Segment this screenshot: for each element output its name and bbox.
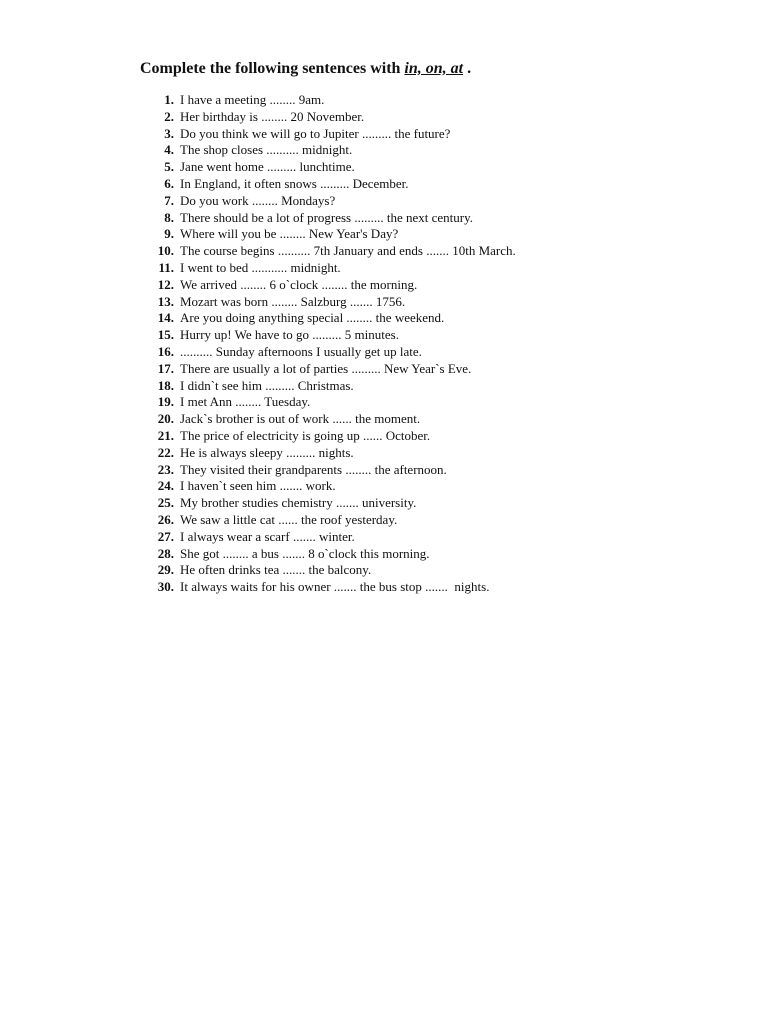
item-number: 13. — [157, 293, 174, 309]
item-sentence: I have a meeting ........ 9am. — [180, 92, 325, 107]
exercise-item-18 — [140, 378, 516, 395]
item-number: 15. — [157, 327, 174, 343]
item-sentence: I always wear a scarf ....... winter. — [180, 528, 355, 544]
exercise-item-1 — [140, 92, 516, 109]
exercise-item-7 — [140, 193, 516, 210]
exercise-item-23 — [140, 462, 516, 479]
item-sentence: Are you doing anything special ........ the weekend. — [180, 310, 445, 326]
exercise-item-20 — [140, 411, 516, 428]
item-sentence: There are usually a lot of parties ......... New Year`s Eve. — [180, 360, 472, 376]
exercise-item-26 — [140, 512, 516, 529]
item-number: 27. — [157, 528, 174, 544]
exercise-list — [140, 92, 516, 596]
item-number: 6. — [164, 175, 174, 191]
item-sentence: Her birthday is ........ 20 November. — [180, 108, 365, 124]
exercise-item-22 — [140, 445, 516, 462]
item-sentence: .......... Sunday afternoons I usually get up late. — [180, 343, 422, 359]
item-sentence: My brother studies chemistry ....... university. — [180, 495, 417, 511]
item-number: 8. — [164, 209, 174, 225]
exercise-item-8 — [140, 210, 516, 227]
item-sentence: She got ........ a bus ....... 8 o`clock this morning. — [180, 545, 430, 561]
item-number: 17. — [157, 360, 174, 376]
exercise-item-27 — [140, 529, 516, 546]
exercise-item-12 — [140, 277, 516, 294]
item-number: 20. — [157, 411, 174, 427]
item-number: 11. — [158, 259, 174, 275]
exercise-item-4 — [140, 142, 516, 159]
exercise-item-5 — [140, 159, 516, 176]
item-sentence: Jane went home ......... lunchtime. — [180, 159, 355, 175]
item-sentence: I haven`t seen him ....... work. — [180, 478, 336, 494]
item-number: 30. — [157, 579, 174, 595]
item-sentence: He often drinks tea ....... the balcony. — [180, 562, 372, 578]
item-number: 26. — [157, 511, 174, 527]
heading-suffix: . — [463, 60, 472, 77]
item-sentence: The shop closes .......... midnight. — [180, 142, 353, 158]
item-sentence: Do you work ........ Mondays? — [180, 192, 336, 208]
exercise-item-15 — [140, 327, 516, 344]
exercise-item-17 — [140, 361, 516, 378]
heading-keywords: in, on, at — [404, 60, 464, 77]
exercise-item-6 — [140, 176, 516, 193]
item-sentence: They visited their grandparents ........ the afternoon. — [180, 461, 447, 477]
exercise-item-2 — [140, 109, 516, 126]
exercise-item-16 — [140, 344, 516, 361]
item-sentence: I met Ann ........ Tuesday. — [180, 394, 311, 410]
item-number: 19. — [157, 394, 174, 410]
item-sentence: There should be a lot of progress ......... the next century. — [180, 209, 474, 225]
item-sentence: Where will you be ........ New Year's Day? — [180, 226, 399, 242]
exercise-item-21 — [140, 428, 516, 445]
item-number: 18. — [157, 377, 174, 393]
exercise-item-30 — [140, 579, 516, 596]
exercise-item-3 — [140, 126, 516, 143]
exercise-item-11 — [140, 260, 516, 277]
item-number: 7. — [164, 192, 174, 208]
item-number: 9. — [164, 226, 174, 242]
exercise-item-10 — [140, 243, 516, 260]
worksheet-heading — [140, 60, 471, 78]
item-number: 14. — [157, 310, 174, 326]
item-number: 21. — [157, 427, 174, 443]
item-number: 23. — [157, 461, 174, 477]
item-number: 29. — [157, 562, 174, 578]
item-number: 12. — [157, 276, 174, 292]
item-number: 3. — [164, 125, 174, 141]
item-number: 4. — [164, 142, 174, 158]
exercise-item-25 — [140, 495, 516, 512]
item-sentence: Mozart was born ........ Salzburg ....... 1756. — [180, 293, 406, 309]
item-sentence: I went to bed ........... midnight. — [180, 259, 341, 275]
exercise-item-14 — [140, 310, 516, 327]
exercise-item-28 — [140, 546, 516, 563]
item-sentence: Do you think we will go to Jupiter ......... the future? — [180, 125, 451, 141]
heading-prefix: Complete the following sentences with — [140, 60, 405, 77]
item-number: 22. — [157, 444, 174, 460]
item-number: 1. — [164, 92, 174, 107]
item-number: 28. — [157, 545, 174, 561]
exercise-item-24 — [140, 478, 516, 495]
item-sentence: The course begins .......... 7th January and ends ....... 10th March. — [180, 243, 516, 259]
exercise-item-9 — [140, 226, 516, 243]
item-number: 2. — [164, 108, 174, 124]
item-sentence: Jack`s brother is out of work ...... the moment. — [180, 411, 421, 427]
item-sentence: In England, it often snows ......... December. — [180, 175, 409, 191]
item-number: 10. — [157, 243, 174, 259]
exercise-item-13 — [140, 294, 516, 311]
item-sentence: The price of electricity is going up ...... October. — [180, 427, 431, 443]
item-sentence: It always waits for his owner ....... the bus stop ....... nights. — [180, 579, 490, 595]
item-number: 25. — [157, 495, 174, 511]
item-sentence: We arrived ........ 6 o`clock ........ the morning. — [180, 276, 418, 292]
item-number: 5. — [164, 159, 174, 175]
item-sentence: We saw a little cat ...... the roof yesterday. — [180, 511, 398, 527]
exercise-item-29 — [140, 562, 516, 579]
item-sentence: I didn`t see him ......... Christmas. — [180, 377, 354, 393]
item-number: 24. — [157, 478, 174, 494]
exercise-item-19 — [140, 394, 516, 411]
item-sentence: Hurry up! We have to go ......... 5 minutes. — [180, 327, 399, 343]
item-number: 16. — [157, 343, 174, 359]
item-sentence: He is always sleepy ......... nights. — [180, 444, 354, 460]
